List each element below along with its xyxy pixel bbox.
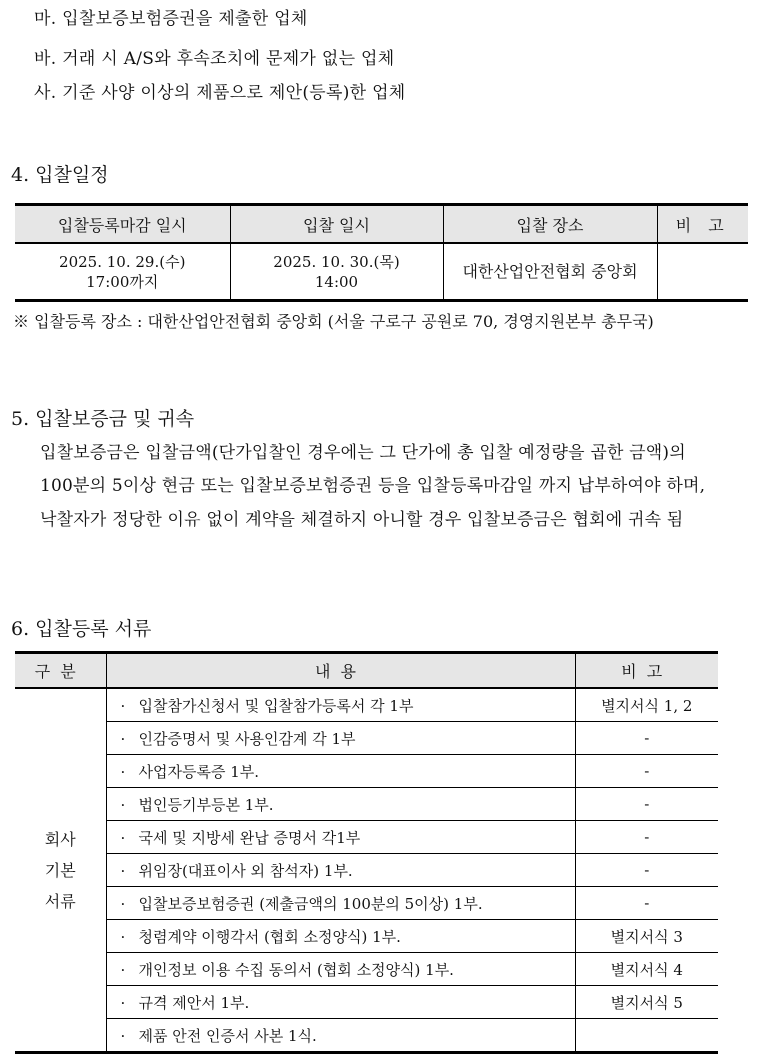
bid-location-cell: 대한산업안전협회 중앙회 xyxy=(443,243,657,301)
table-row xyxy=(15,243,748,301)
document-remark: 별지서식 1, 2 xyxy=(575,688,718,722)
bullet-icon: · xyxy=(120,696,126,715)
bullet-icon: · xyxy=(120,894,126,913)
document-item: · 입찰참가신청서 및 입찰참가등록서 각 1부 xyxy=(106,688,575,722)
table-row xyxy=(15,887,718,920)
bullet-icon: · xyxy=(120,762,126,781)
header-category: 구분 xyxy=(15,653,106,689)
document-remark: - xyxy=(575,821,718,854)
table-row xyxy=(15,688,718,722)
header-bid-datetime: 입찰 일시 xyxy=(230,205,443,244)
document-remark: 별지서식 3 xyxy=(575,920,718,953)
document-remark: - xyxy=(575,854,718,887)
bullet-icon: · xyxy=(120,993,126,1012)
bid-date: 2025. 10. 30.(목) xyxy=(273,252,400,271)
document-remark: - xyxy=(575,722,718,755)
remark-cell xyxy=(657,243,748,301)
category-cell xyxy=(15,688,106,1053)
header-remark: 비 고 xyxy=(657,205,748,244)
bullet-icon: · xyxy=(120,960,126,979)
document-remark: 별지서식 4 xyxy=(575,953,718,986)
bid-time: 14:00 xyxy=(314,272,359,291)
table-header-row xyxy=(15,205,748,244)
bullet-icon: · xyxy=(120,1026,126,1045)
table-row xyxy=(15,986,718,1019)
header-content: 내용 xyxy=(106,653,575,689)
bid-datetime-cell xyxy=(230,243,443,301)
deposit-paragraph-line-2: 100분의 5이상 현금 또는 입찰보증보험증권 등을 입찰등록마감일 까지 납부하여야 하며, xyxy=(40,476,706,496)
table-row xyxy=(15,788,718,821)
table-row xyxy=(15,854,718,887)
document-item: · 사업자등록증 1부. xyxy=(106,755,575,788)
category-line: 회사 xyxy=(44,829,76,849)
section-4-title: 4. 입찰일정 xyxy=(11,164,109,186)
registration-location-note: ※ 입찰등록 장소 : 대한산업안전협회 중앙회 (서울 구로구 공원로 70, 경영지원본부 총무국) xyxy=(13,312,654,331)
eligibility-item-ma: 마. 입찰보증보험증권을 제출한 업체 xyxy=(34,9,308,29)
document-remark: - xyxy=(575,755,718,788)
table-row xyxy=(15,755,718,788)
section-5-title: 5. 입찰보증금 및 귀속 xyxy=(11,408,195,430)
category-line: 서류 xyxy=(44,891,76,911)
header-registration-deadline: 입찰등록마감 일시 xyxy=(15,205,230,244)
document-item: · 위임장(대표이사 외 참석자) 1부. xyxy=(106,854,575,887)
deadline-time: 17:00까지 xyxy=(86,272,159,291)
document-remark xyxy=(575,1019,718,1053)
bullet-icon: · xyxy=(120,861,126,880)
bid-schedule-table xyxy=(15,203,748,302)
category-line: 기본 xyxy=(44,860,76,880)
document-remark: - xyxy=(575,788,718,821)
bullet-icon: · xyxy=(120,729,126,748)
bullet-icon: · xyxy=(120,927,126,946)
eligibility-item-ba: 바. 거래 시 A/S와 후속조치에 문제가 없는 업체 xyxy=(34,49,395,69)
bullet-icon: · xyxy=(120,795,126,814)
document-item: · 국세 및 지방세 완납 증명서 각1부 xyxy=(106,821,575,854)
deposit-paragraph-line-3: 낙찰자가 정당한 이유 없이 계약을 체결하지 아니할 경우 입찰보증금은 협회에 귀속 됨 xyxy=(40,510,684,530)
header-remark: 비고 xyxy=(575,653,718,689)
document-item: · 개인정보 이용 수집 동의서 (협회 소정양식) 1부. xyxy=(106,953,575,986)
deadline-date: 2025. 10. 29.(수) xyxy=(59,252,186,271)
eligibility-item-sa: 사. 기준 사양 이상의 제품으로 제안(등록)한 업체 xyxy=(34,83,406,103)
section-6-title: 6. 입찰등록 서류 xyxy=(11,618,152,640)
document-remark: - xyxy=(575,887,718,920)
document-item: · 입찰보증보험증권 (제출금액의 100분의 5이상) 1부. xyxy=(106,887,575,920)
table-row xyxy=(15,1019,718,1053)
deposit-paragraph-line-1: 입찰보증금은 입찰금액(단가입찰인 경우에는 그 단가에 총 입찰 예정량을 곱한 금액)의 xyxy=(40,443,686,463)
document-remark: 별지서식 5 xyxy=(575,986,718,1019)
bullet-icon: · xyxy=(120,828,126,847)
registration-deadline-cell xyxy=(15,243,230,301)
header-bid-location: 입찰 장소 xyxy=(443,205,657,244)
document-item: · 제품 안전 인증서 사본 1식. xyxy=(106,1019,575,1053)
document-item: · 인감증명서 및 사용인감계 각 1부 xyxy=(106,722,575,755)
table-header-row xyxy=(15,653,718,689)
document-item: · 청렴계약 이행각서 (협회 소정양식) 1부. xyxy=(106,920,575,953)
registration-documents-table xyxy=(15,651,718,1054)
document-item: · 법인등기부등본 1부. xyxy=(106,788,575,821)
document-item: · 규격 제안서 1부. xyxy=(106,986,575,1019)
table-row xyxy=(15,920,718,953)
table-row xyxy=(15,953,718,986)
table-row xyxy=(15,821,718,854)
table-row xyxy=(15,722,718,755)
